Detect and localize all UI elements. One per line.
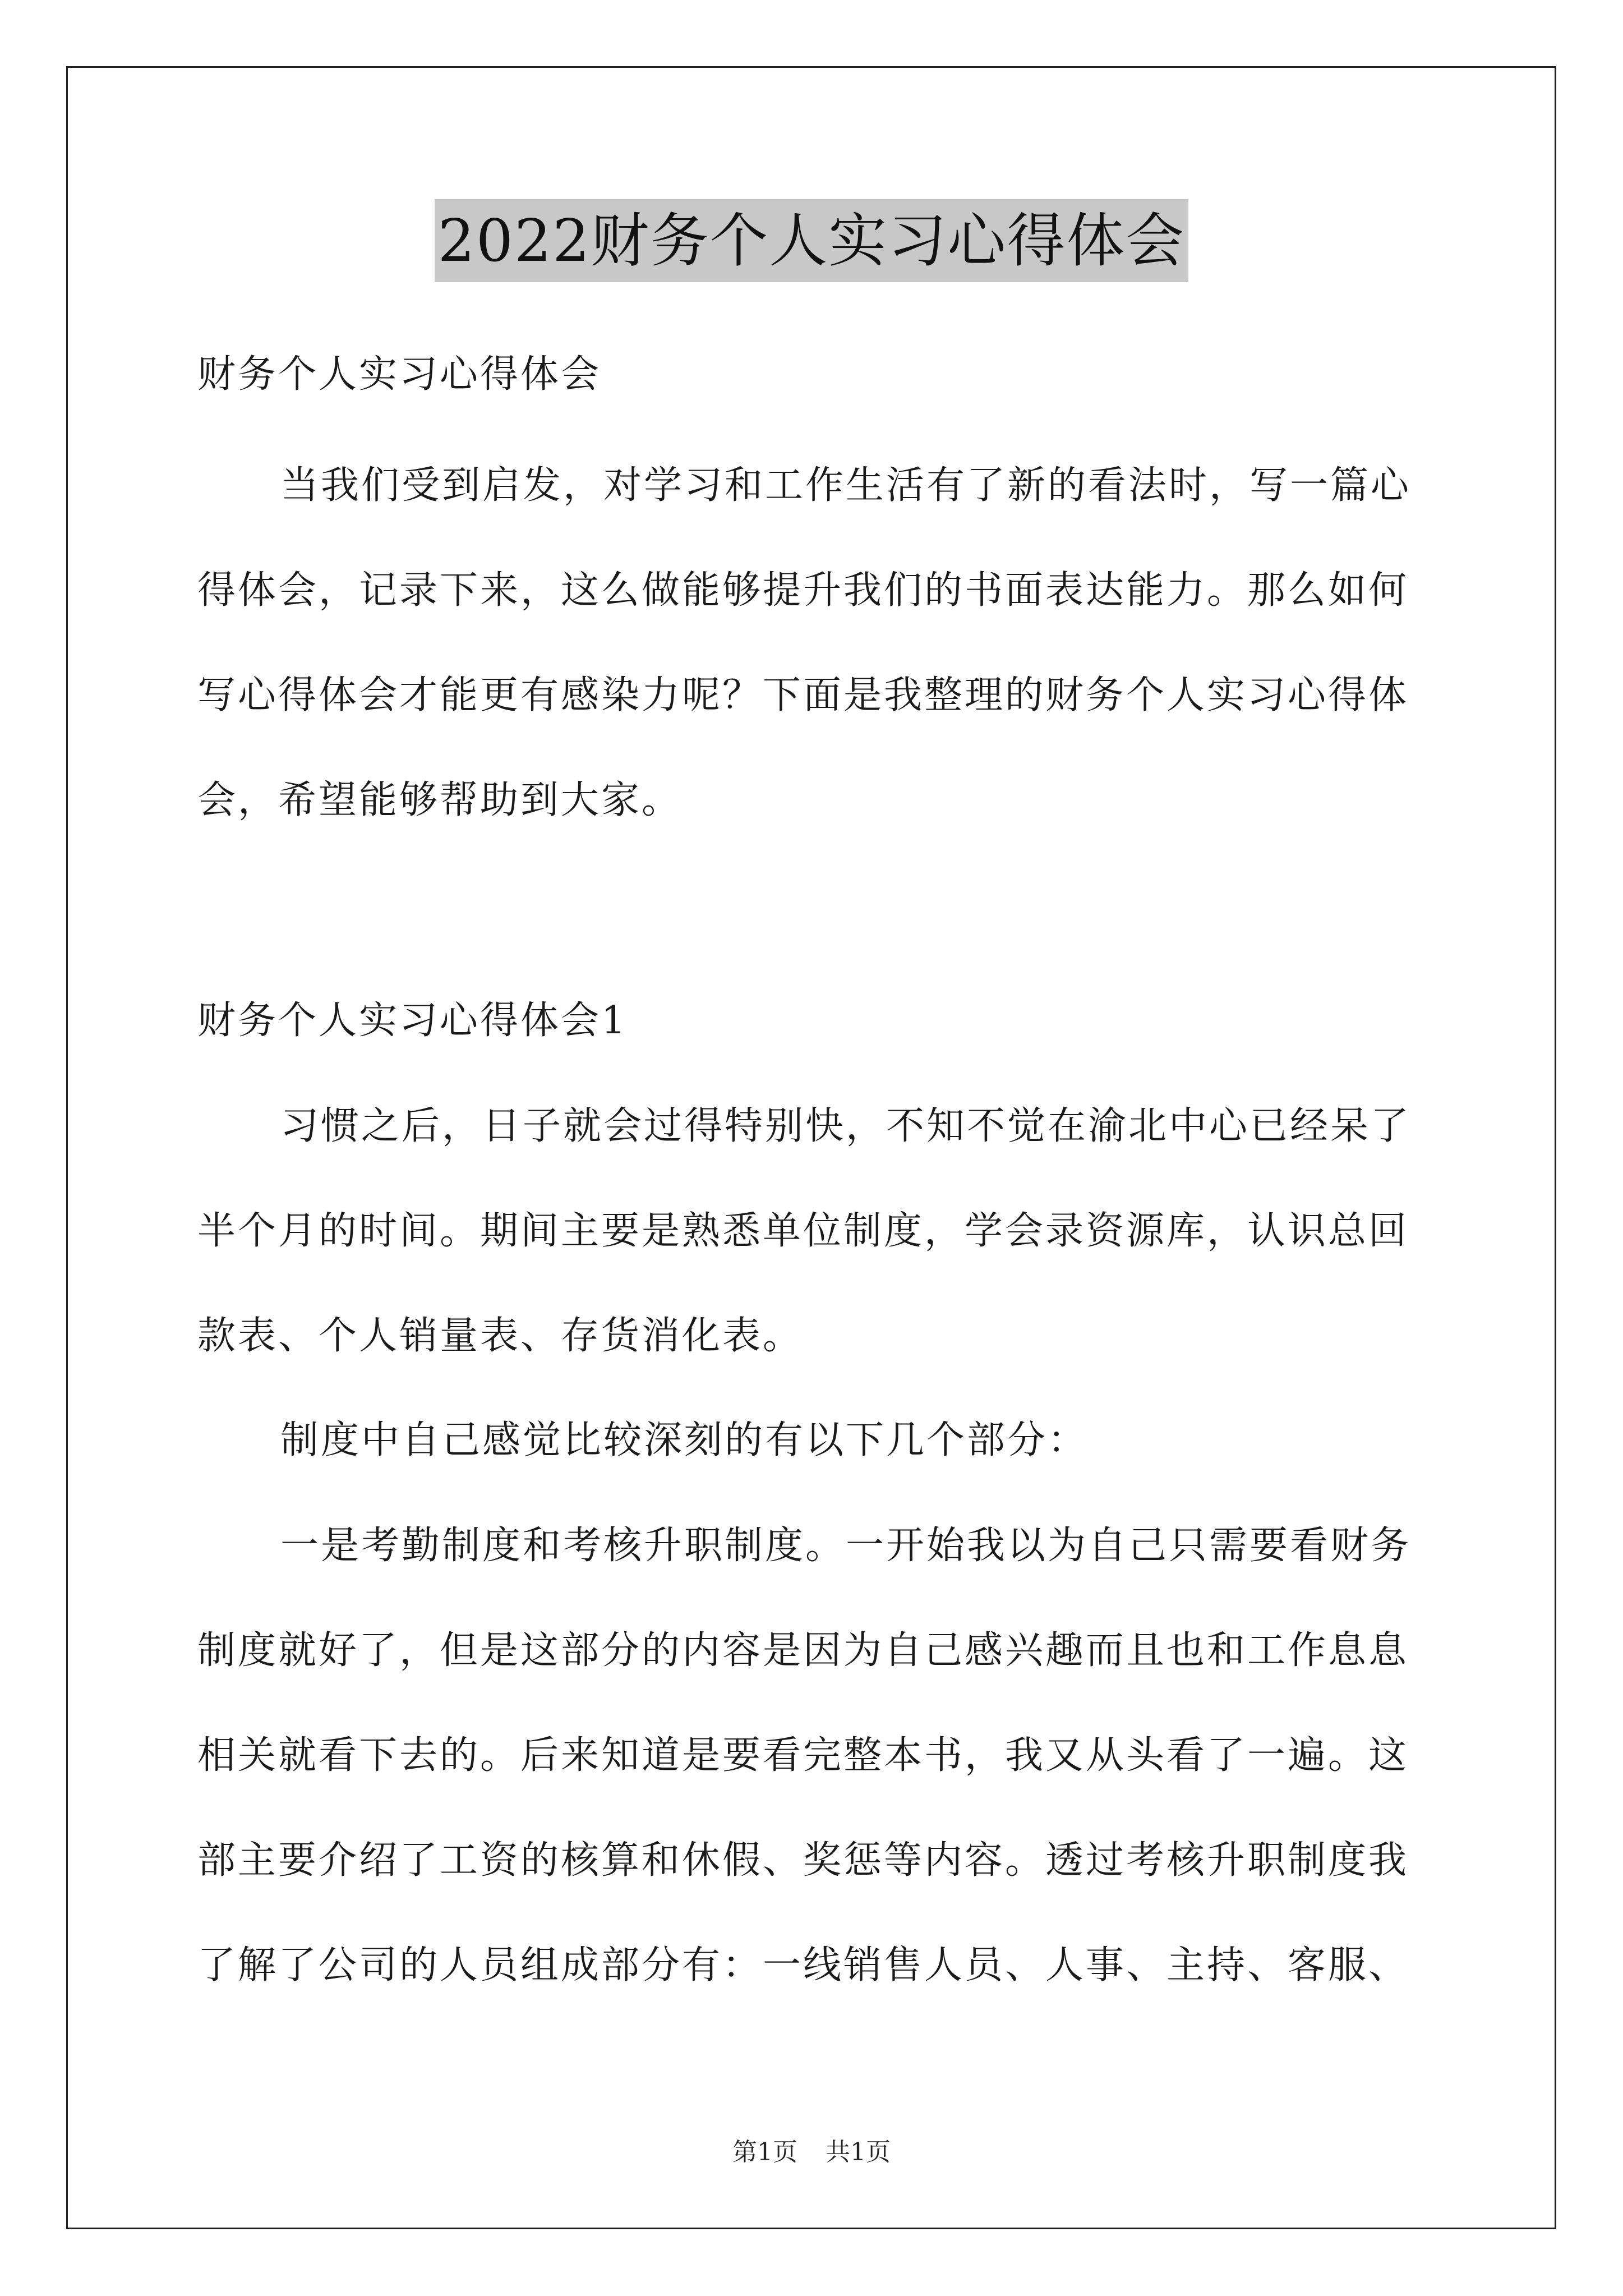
paragraph-line: 制度就好了，但是这部分的内容是因为自己感兴趣而且也和工作息息 (197, 1628, 1409, 1673)
intro-line: 会，希望能够帮助到大家。 (197, 778, 683, 822)
paragraph-line: 相关就看下去的。后来知道是要看完整本书，我又从头看了一遍。这 (197, 1733, 1409, 1778)
intro-line: 写心得体会才能更有感染力呢？下面是我整理的财务个人实习心得体 (197, 673, 1409, 717)
page-footer (0, 2132, 1623, 2168)
page-total: 共1页 (826, 2138, 891, 2166)
intro-line: 得体会，记录下来，这么做能够提升我们的书面表达能力。那么如何 (197, 568, 1409, 613)
paragraph-line: 半个月的时间。期间主要是熟悉单位制度，学会录资源库，认识总回 (197, 1209, 1409, 1253)
paragraph-line: 了解了公司的人员组成部分有：一线销售人员、人事、主持、客服、 (197, 1943, 1409, 1987)
paragraph-line: 习惯之后，日子就会过得特别快，不知不觉在渝北中心已经呆了 (280, 1104, 1412, 1148)
intro-line: 当我们受到启发，对学习和工作生活有了新的看法时，写一篇心 (280, 463, 1412, 508)
paragraph-line: 款表、个人销量表、存货消化表。 (197, 1314, 804, 1358)
paragraph-line: 部主要介绍了工资的核算和休假、奖惩等内容。透过考核升职制度我 (197, 1838, 1409, 1883)
title-block (0, 199, 1623, 282)
document-title: 2022财务个人实习心得体会 (435, 199, 1189, 282)
page-number: 第1页 (732, 2138, 797, 2166)
paragraph-line: 制度中自己感觉比较深刻的有以下几个部分： (280, 1418, 1089, 1462)
subtitle: 财务个人实习心得体会 (197, 352, 602, 397)
paragraph-line: 一是考勤制度和考核升职制度。一开始我以为自己只需要看财务 (280, 1524, 1412, 1568)
section-heading: 财务个人实习心得体会1 (197, 999, 628, 1043)
